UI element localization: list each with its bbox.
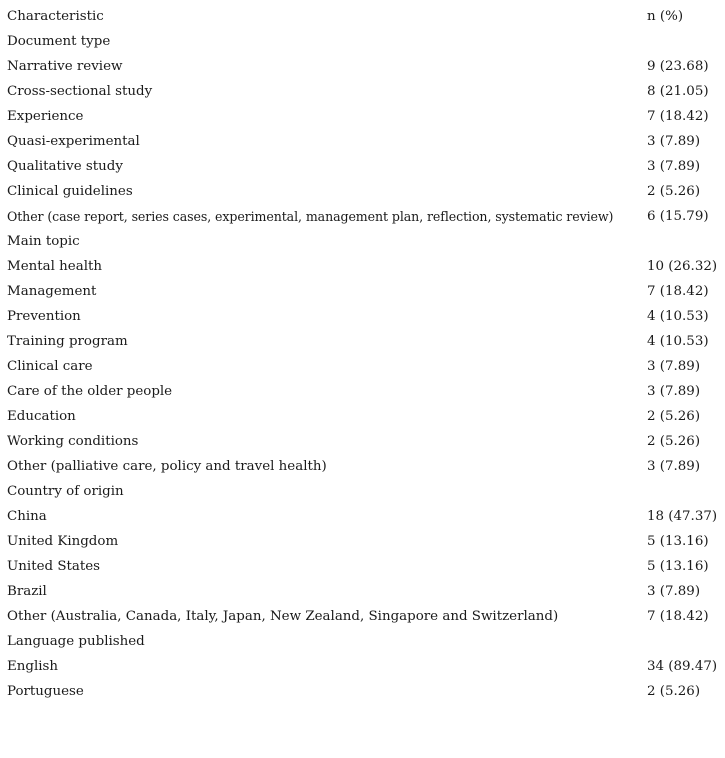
row-value: 3 (7.89) <box>647 134 701 149</box>
row-value: 3 (7.89) <box>647 584 701 599</box>
row-label: Working conditions <box>7 434 139 449</box>
table-row <box>0 604 725 629</box>
table-row <box>0 304 725 329</box>
table-row <box>0 154 725 179</box>
row-value: 18 (47.37) <box>647 509 718 524</box>
row-label: Prevention <box>7 309 81 324</box>
table-row <box>0 254 725 279</box>
row-label: Care of the older people <box>7 384 173 399</box>
table-row <box>0 429 725 454</box>
table-row <box>0 29 725 54</box>
row-label: Education <box>7 409 76 424</box>
table-row <box>0 204 725 229</box>
row-value: 7 (18.42) <box>647 609 709 624</box>
table-row <box>0 554 725 579</box>
row-value: 10 (26.32) <box>647 259 718 274</box>
table-row <box>0 54 725 79</box>
row-label: Country of origin <box>7 484 124 499</box>
row-label: Mental health <box>7 259 102 274</box>
row-value <box>641 629 725 654</box>
row-label: Clinical guidelines <box>7 184 133 199</box>
row-value: 5 (13.16) <box>647 534 709 549</box>
row-label: Language published <box>7 634 145 649</box>
characteristics-table <box>0 4 725 704</box>
row-label: Clinical care <box>7 359 93 374</box>
table-row <box>0 329 725 354</box>
row-value: 3 (7.89) <box>647 384 701 399</box>
table-row <box>0 229 725 254</box>
table-row <box>0 104 725 129</box>
row-value <box>641 479 725 504</box>
header-characteristic: Characteristic <box>7 9 104 24</box>
table-row <box>0 579 725 604</box>
row-value: 2 (5.26) <box>647 184 701 199</box>
row-value: 8 (21.05) <box>647 84 709 99</box>
table-row <box>0 679 725 704</box>
row-label: United States <box>7 559 101 574</box>
row-label: Narrative review <box>7 59 123 74</box>
row-value: 2 (5.26) <box>647 684 701 699</box>
row-label: Quasi-experimental <box>7 134 140 149</box>
table-header-row <box>0 4 725 29</box>
row-value: 3 (7.89) <box>647 459 701 474</box>
row-value: 7 (18.42) <box>647 284 709 299</box>
row-label: Main topic <box>7 234 80 249</box>
table-row <box>0 179 725 204</box>
table-row <box>0 354 725 379</box>
table-row <box>0 504 725 529</box>
row-label: Other (case report, series cases, experimental, management plan, reflection, systematic review) <box>7 209 614 224</box>
row-value: 7 (18.42) <box>647 109 709 124</box>
header-value: n (%) <box>647 9 684 24</box>
row-value: 34 (89.47) <box>647 659 718 674</box>
table-row <box>0 129 725 154</box>
row-label: English <box>7 659 59 674</box>
row-label: China <box>7 509 47 524</box>
row-value: 5 (13.16) <box>647 559 709 574</box>
table-row <box>0 379 725 404</box>
table-row <box>0 654 725 679</box>
row-value <box>641 229 725 254</box>
row-label: Other (Australia, Canada, Italy, Japan, New Zealand, Singapore and Switzerland) <box>7 609 559 624</box>
row-label: Management <box>7 284 97 299</box>
row-label: Qualitative study <box>7 159 123 174</box>
row-label: Training program <box>7 334 128 349</box>
row-value: 3 (7.89) <box>647 359 701 374</box>
row-value <box>641 29 725 54</box>
table-row <box>0 79 725 104</box>
row-label: Cross-sectional study <box>7 84 153 99</box>
table-row <box>0 479 725 504</box>
row-value: 2 (5.26) <box>647 409 701 424</box>
table-row <box>0 454 725 479</box>
row-value: 9 (23.68) <box>647 59 709 74</box>
row-value: 4 (10.53) <box>647 334 709 349</box>
table-row <box>0 629 725 654</box>
row-value: 3 (7.89) <box>647 159 701 174</box>
row-label: United Kingdom <box>7 534 119 549</box>
table-row <box>0 279 725 304</box>
row-label: Experience <box>7 109 84 124</box>
row-label: Brazil <box>7 584 47 599</box>
row-label: Other (palliative care, policy and travel health) <box>7 459 327 474</box>
row-label: Portuguese <box>7 684 84 699</box>
row-label: Document type <box>7 34 111 49</box>
row-value: 4 (10.53) <box>647 309 709 324</box>
table-row <box>0 529 725 554</box>
row-value: 6 (15.79) <box>647 209 709 224</box>
row-value: 2 (5.26) <box>647 434 701 449</box>
table-row <box>0 404 725 429</box>
